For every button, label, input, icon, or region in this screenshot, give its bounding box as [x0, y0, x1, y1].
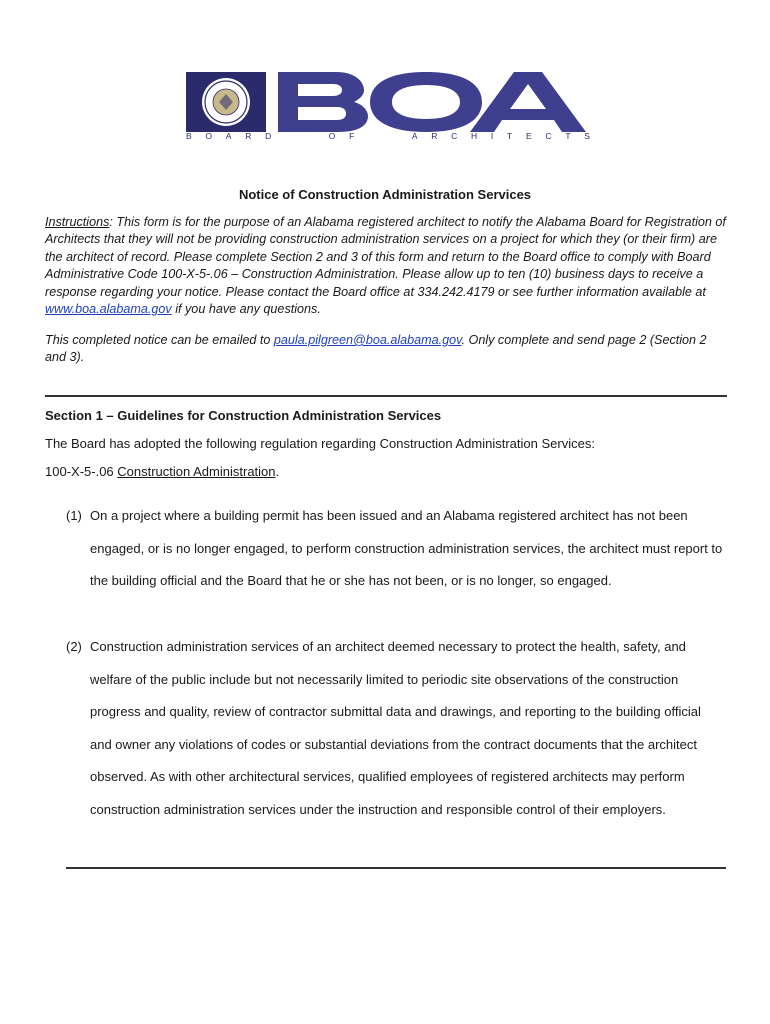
tagline-letter: H — [471, 131, 478, 141]
boa-logo-graphic — [186, 72, 586, 132]
logo-letter-a — [470, 72, 586, 132]
tagline-letter: A — [225, 131, 232, 141]
list-item-number: (1) — [66, 508, 82, 523]
section-1-intro: The Board has adopted the following regulation regarding Construction Administration Services: — [45, 436, 595, 451]
email-link[interactable]: paula.pilgreen@boa.alabama.gov — [273, 333, 462, 347]
email-text: This completed notice can be emailed to — [45, 333, 274, 347]
list-item-number: (2) — [66, 639, 82, 654]
instructions-text: : This form is for the purpose of an Alabama registered architect to notify the Alabama Board for Registration of Architects that they will not be providing construction administration services on a project for which they (or their firm) are the architect of record. Please complete Section 2 and 3 of this form and return to the Board office to comply with Board Administrative Code 100-X-5-.06 – Construction Administration. Please allow up to ten (10) business days to receive a response regarding your notice. Please contact the Board office at 334.242.4179 or see further information available at — [45, 215, 726, 299]
tagline-letter: S — [584, 131, 590, 141]
tagline-letter: E — [526, 131, 532, 141]
tagline-letter: T — [507, 131, 513, 141]
list-item — [66, 631, 726, 827]
website-link[interactable]: www.boa.alabama.gov — [45, 302, 172, 317]
tagline-letter: O — [205, 131, 213, 141]
email-paragraph — [45, 332, 731, 367]
divider-top — [45, 395, 727, 397]
tagline-letter: O — [328, 131, 336, 141]
instructions-label: Instructions — [45, 215, 110, 229]
divider-bottom — [66, 867, 726, 869]
tagline-letter: T — [565, 131, 571, 141]
regulation-code: 100-X-5-.06 — [45, 464, 118, 479]
logo-letter-o — [370, 72, 482, 132]
tagline-letter: F — [349, 131, 355, 141]
tagline-letter: B — [186, 131, 192, 141]
regulation-reference — [45, 464, 279, 479]
list-item-text: On a project where a building permit has been issued and an Alabama registered architect has not been engaged, or is no longer engaged, to perform construction administration services, the architect must report to the building official and the Board that he or she has not been, or is no longer, so engaged. — [90, 508, 723, 589]
tagline-letter: R — [245, 131, 252, 141]
regulation-end: . — [275, 464, 280, 479]
tagline-letter: C — [451, 131, 458, 141]
list-item — [66, 500, 726, 598]
logo-tagline — [186, 131, 590, 141]
tagline-letter: A — [411, 131, 418, 141]
instructions-paragraph — [45, 214, 731, 318]
logo-letter-b — [278, 72, 368, 132]
email-text-end: . Only complete and send page 2 (Section 2 and 3). — [45, 333, 707, 365]
tagline-letter: I — [490, 131, 494, 141]
section-1-heading: Section 1 – Guidelines for Construction Administration Services — [45, 408, 442, 423]
regulation-title: Construction Administration — [117, 464, 276, 479]
tagline-letter: D — [265, 131, 272, 141]
instructions-text-end: if you have any questions. — [171, 302, 321, 317]
list-item-text: Construction administration services of an architect deemed necessary to protect the health, safety, and welfare of the public include but not necessarily limited to periodic site observations of the construction progress and quality, review of contractor submittal data and drawings, and reporting to the building official and owner any violations of codes or substantial deviations from the contract documents that the architect observed. As with other architectural services, qualified employees of registered architects may perform construction administration services under the instruction and responsible control of their employers. — [90, 639, 701, 817]
tagline-letter: R — [431, 131, 438, 141]
document-title: Notice of Construction Administration Services — [238, 187, 532, 202]
tagline-letter: C — [545, 131, 552, 141]
